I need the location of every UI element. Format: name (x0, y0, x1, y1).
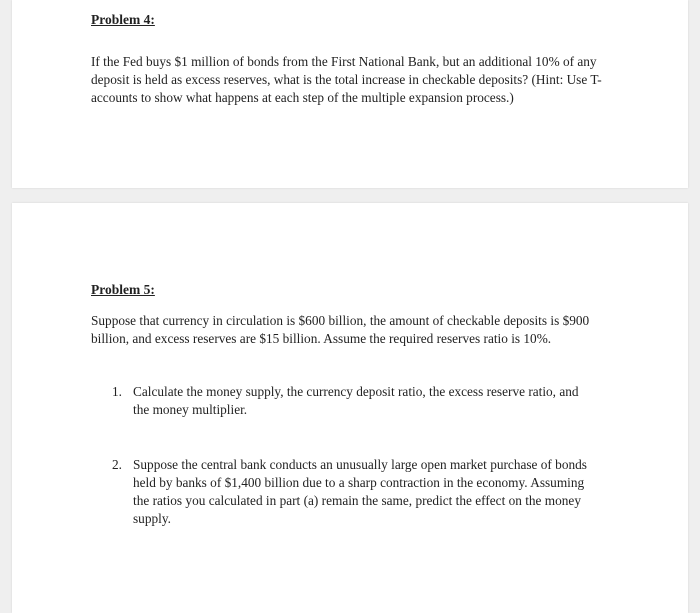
problem-4-title: Problem 4: (91, 12, 155, 27)
problem-5-title: Problem 5: (91, 282, 155, 297)
list-item (112, 456, 612, 528)
list-item-text: Suppose the central bank conducts an unusually large open market purchase of bonds held by banks of $1,400 billion due to a sharp contraction in the economy. Assuming the ratios you calculated in part (a) remain the same, predict the effect on the money supply. (133, 457, 587, 526)
problem-4-card (12, 0, 688, 188)
list-item-number: 2. (112, 457, 122, 472)
problem-5-card (12, 203, 688, 613)
problem-4-text: If the Fed buys $1 million of bonds from the First National Bank, but an additional 10% of any deposit is held as excess reserves, what is the total increase in checkable deposits? (Hint: Use T-accounts to show what happens at each step of the multiple expansion process.) (91, 54, 602, 105)
list-item (112, 383, 612, 419)
list-item-number: 1. (112, 384, 122, 399)
list-item-text: Calculate the money supply, the currency deposit ratio, the excess reserve ratio, and the money multiplier. (133, 384, 579, 417)
problem-5-text: Suppose that currency in circulation is $600 billion, the amount of checkable deposits is $900 billion, and excess reserves are $15 billion. Assume the required reserves ratio is 10%. (91, 313, 590, 346)
